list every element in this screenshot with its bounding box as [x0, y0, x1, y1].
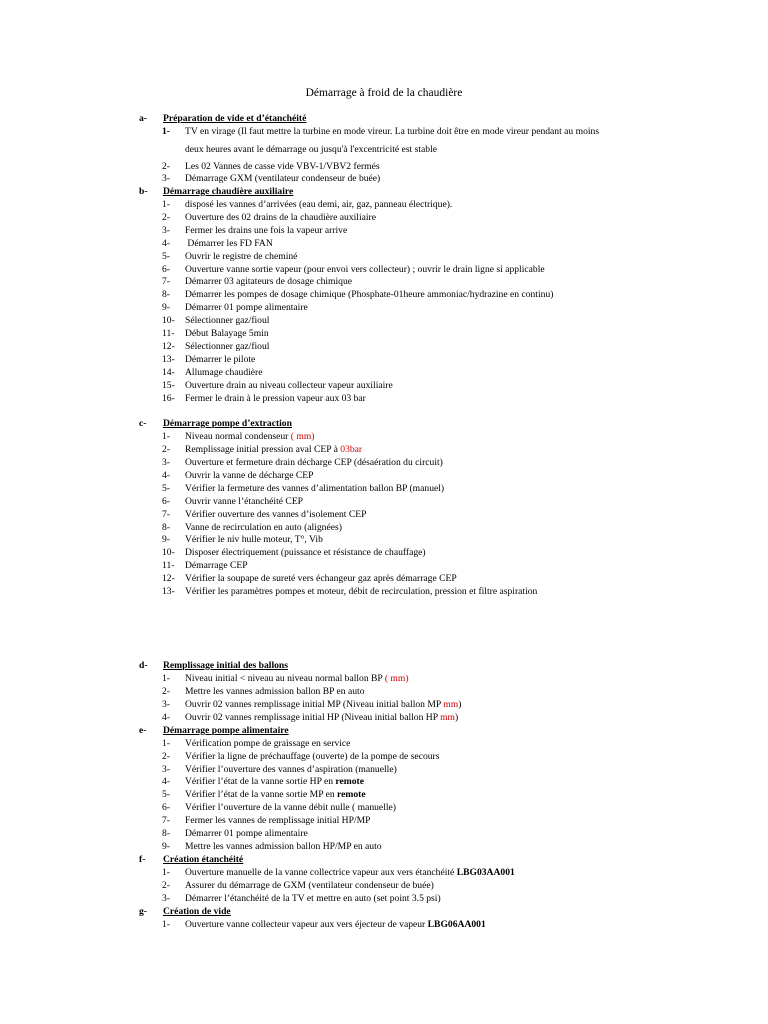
list-item — [162, 161, 380, 174]
item-text: Vérifier ouverture des vannes d’isolement CEP — [185, 508, 367, 520]
item-number: 13- — [162, 353, 175, 365]
list-item — [162, 789, 366, 802]
section-title: Création étanchéité — [163, 854, 244, 865]
item-text: Allumage chaudière — [185, 366, 263, 378]
list-item — [162, 776, 364, 789]
item-number: 1- — [162, 126, 170, 137]
item-number: 4- — [162, 712, 170, 723]
item-text: Vanne de recirculation en auto (alignées) — [185, 521, 342, 533]
section-title: Création de vide — [163, 906, 231, 917]
item-number: 11- — [162, 560, 175, 572]
list-item — [162, 573, 457, 586]
item-text: Niveau initial < niveau au niveau normal ballon BP — [185, 673, 385, 684]
list-item — [162, 238, 273, 251]
list-item — [162, 341, 269, 354]
item-number: 5- — [162, 482, 170, 494]
list-item — [162, 367, 263, 380]
section-letter: b- — [139, 186, 148, 197]
list-item — [162, 289, 553, 302]
item-text: Mettre les vannes admission ballon BP en auto — [185, 686, 365, 697]
list-item — [162, 815, 370, 828]
item-text: Ouverture vanne sortie vapeur (pour envoi vers collecteur) ; ouvrir le drain ligne si applicable — [185, 263, 545, 275]
item-text-end: ) — [455, 712, 459, 723]
list-item — [162, 534, 323, 547]
item-number: 15- — [162, 379, 175, 391]
list-item — [162, 251, 297, 264]
list-item — [162, 264, 545, 277]
list-item — [162, 509, 366, 522]
list-item — [162, 380, 393, 393]
item-number: 12- — [162, 573, 175, 585]
section-letter: g- — [139, 906, 147, 917]
item-number: 2- — [162, 444, 170, 455]
list-item — [162, 841, 382, 854]
item-text: Démarrer 01 pompe alimentaire — [185, 302, 308, 314]
item-bold-value: remote — [335, 776, 365, 787]
item-text: Vérifier la fermeture des vannes d’alimentation ballon BP (manuel) — [185, 482, 445, 494]
item-text: Vérifier l’ouverture des vannes d’aspiration (manuelle) — [185, 763, 397, 775]
item-number: 5- — [162, 789, 170, 800]
item-number: 12- — [162, 340, 175, 352]
item-number: 4- — [162, 237, 170, 249]
item-text: Ouverture vanne collecteur vapeur aux vers éjecteur de vapeur — [185, 919, 428, 930]
item-text: Démarrer les pompes de dosage chimique (Phosphate-01heure ammoniac/hydrazine en continu) — [185, 289, 554, 301]
item-number: 1- — [162, 867, 170, 878]
list-item — [162, 470, 314, 483]
section-d-heading — [139, 660, 288, 673]
list-item — [162, 522, 342, 535]
item-number: 10- — [162, 315, 175, 327]
item-text: Fermer les drains une fois la vapeur arrive — [185, 224, 348, 236]
item-text-end: ) — [458, 699, 462, 710]
list-item — [162, 751, 439, 764]
item-number: 3- — [162, 224, 170, 236]
item-text: Niveau normal condenseur — [185, 431, 291, 442]
item-text: Ouverture des 02 drains de la chaudière auxiliaire — [185, 211, 376, 223]
item-text: Vérifier le niv hulle moteur, T°, Vib — [185, 534, 323, 546]
list-item — [162, 328, 269, 341]
item-text: Vérifier les paramètres pompes et moteur, débit de recirculation, pression et filtre aspiration — [185, 586, 538, 597]
item-number: 4- — [162, 469, 170, 481]
item-number: 9- — [162, 840, 170, 852]
item-text: Démarrer 01 pompe alimentaire — [185, 827, 308, 839]
list-item — [162, 302, 308, 315]
item-text: Ouvrir le registre de cheminé — [185, 250, 298, 262]
item-number: 2- — [162, 211, 170, 223]
item-text: Ouverture manuelle de la vanne collectrice vapeur aux vers étanchéité — [185, 867, 457, 878]
item-number: 3- — [162, 893, 170, 904]
list-item — [162, 444, 362, 457]
item-bold-value: LBG06AA001 — [427, 919, 486, 930]
item-number: 2- — [162, 686, 170, 697]
item-number: 7- — [162, 508, 170, 520]
document-title: Démarrage à froid de la chaudière — [305, 87, 463, 99]
item-text: Vérification pompe de graissage en service — [185, 738, 351, 749]
item-bold-value: LBG03AA001 — [456, 867, 515, 878]
section-f-heading — [139, 854, 243, 867]
list-item — [162, 276, 352, 289]
section-title: Remplissage initial des ballons — [163, 660, 289, 671]
item-text: Ouvrir 02 vannes remplissage initial MP (Niveau initial ballon MP — [185, 699, 444, 710]
list-item — [162, 199, 452, 212]
item-number: 3- — [162, 699, 170, 710]
item-number: 2- — [162, 161, 170, 172]
item-text: Mettre les vannes admission ballon HP/MP en auto — [185, 840, 382, 852]
list-item — [162, 431, 314, 444]
item-text: Démarrer le pilote — [185, 353, 256, 365]
item-number: 13- — [162, 586, 175, 597]
section-c-heading — [139, 418, 292, 431]
item-number: 1- — [162, 673, 170, 684]
item-text: Démarrer 03 agitateurs de dosage chimique — [185, 276, 353, 288]
section-g-heading — [139, 906, 231, 919]
item-number: 10- — [162, 547, 175, 559]
item-text: Démarrage CEP — [185, 560, 248, 572]
item-number: 9- — [162, 534, 170, 546]
section-title: Préparation de vide et d’étanchéité — [163, 113, 307, 124]
item-number: 8- — [162, 289, 170, 301]
list-item — [162, 738, 350, 751]
list-item — [162, 828, 308, 841]
item-text: Disposer électriquement (puissance et résistance de chauffage) — [185, 547, 426, 559]
item-text: Vérifier la ligne de préchauffage (ouverte) de la pompe de secours — [185, 750, 440, 762]
list-item — [162, 483, 444, 496]
item-text: Fermer les vannes de remplissage initial HP/MP — [185, 814, 371, 826]
item-number: 2- — [162, 750, 170, 762]
item-number: 3- — [162, 457, 170, 468]
item-text: Ouverture drain au niveau collecteur vapeur auxiliaire — [185, 379, 393, 391]
item-text: Remplissage initial pression aval CEP à — [185, 444, 341, 455]
item-number: 14- — [162, 366, 175, 378]
item-text: Ouvrir 02 vannes remplissage initial HP (Niveau initial ballon HP — [185, 712, 441, 723]
item-number: 3- — [162, 173, 170, 184]
item-number: 5- — [162, 250, 170, 262]
section-letter: d- — [139, 660, 148, 671]
list-item — [162, 686, 365, 699]
item-text: Vérifier l’ouverture de la vanne débit nulle ( manuelle) — [185, 802, 396, 813]
item-red-value: mm — [440, 712, 456, 723]
list-item — [162, 393, 366, 406]
list-item — [162, 457, 443, 470]
list-item — [162, 919, 486, 932]
item-text: Ouvrir vanne l’étanchéité CEP — [185, 495, 304, 507]
list-item — [162, 173, 380, 186]
item-text: Vérifier l’état de la vanne sortie HP en — [185, 776, 336, 787]
item-text: Démarrage GXM (ventilateur condenseur de buée) — [185, 173, 381, 184]
list-item — [162, 315, 269, 328]
list-item — [162, 764, 397, 777]
section-letter: f- — [139, 854, 146, 865]
list-item — [162, 880, 434, 893]
item-bold-value: remote — [337, 789, 366, 800]
section-e-heading — [139, 725, 289, 738]
list-item — [162, 547, 426, 560]
item-text: Ouverture et fermeture drain décharge CEP (désaération du circuit) — [185, 457, 443, 468]
item-number: 4- — [162, 776, 170, 787]
section-letter: a- — [139, 113, 147, 124]
item-number: 2- — [162, 880, 170, 891]
list-item — [162, 496, 303, 509]
list-item — [162, 802, 396, 815]
list-item — [162, 586, 537, 599]
list-item — [162, 225, 347, 238]
item-number: 1- — [162, 199, 170, 210]
section-a-heading — [139, 113, 306, 126]
item-text: Sélectionner gaz/fioul — [185, 315, 270, 327]
item-number: 16- — [162, 392, 175, 404]
section-letter: c- — [139, 418, 147, 429]
item-number: 8- — [162, 521, 170, 533]
item-text: Sélectionner gaz/fioul — [185, 340, 270, 352]
item-red-value: 03bar — [340, 444, 363, 455]
list-item — [162, 212, 376, 225]
item-number: 7- — [162, 276, 170, 288]
section-letter: e- — [139, 725, 147, 736]
item-text: TV en virage (Il faut mettre la turbine en mode vireur. La turbine doit être en mode vireur pendant au moins — [185, 126, 600, 137]
item-text: Démarrer les FD FAN — [185, 237, 273, 249]
item-number: 9- — [162, 302, 170, 314]
item-number: 7- — [162, 814, 170, 826]
item-text: Fermer le drain à le pression vapeur aux 03 bar — [185, 392, 366, 404]
item-number: 1- — [162, 738, 170, 749]
item-number: 6- — [162, 495, 170, 507]
item-text: Vérifier l’état de la vanne sortie MP en — [185, 789, 338, 800]
section-title: Démarrage pompe alimentaire — [163, 725, 289, 736]
item-number: 1- — [162, 431, 170, 442]
list-item — [162, 712, 458, 725]
section-title: Démarrage pompe d’extraction — [163, 418, 292, 429]
item-text: Assurer du démarrage de GXM (ventilateur condenseur de buée) — [185, 880, 434, 891]
list-item — [162, 560, 248, 573]
section-title: Démarrage chaudière auxiliaire — [163, 186, 294, 197]
item-number: 8- — [162, 827, 170, 839]
item-text: Démarrer l’étanchéité de la TV et mettre en auto (set point 3.5 psi) — [185, 893, 441, 904]
item-red-value: ( mm) — [384, 673, 409, 684]
item-red-value: ( mm) — [290, 431, 315, 442]
item-number: 6- — [162, 263, 170, 275]
item-number: 11- — [162, 328, 175, 339]
list-item — [162, 673, 409, 686]
item-number: 3- — [162, 763, 170, 775]
list-item — [162, 126, 599, 139]
item-text: Vérifier la soupape de sureté vers échangeur gaz après démarrage CEP — [185, 573, 457, 585]
item-text: Début Balayage 5min — [185, 328, 269, 339]
list-item — [162, 867, 515, 880]
item-text: Les 02 Vannes de casse vide VBV-1/VBV2 fermés — [185, 161, 380, 172]
item-red-value: mm — [443, 699, 459, 710]
list-item-continuation: deux heures avant le démarrage ou jusqu'à l'excentricité est stable — [185, 144, 437, 155]
list-item — [162, 699, 461, 712]
item-text: Ouvrir la vanne de décharge CEP — [185, 469, 314, 481]
item-number: 1- — [162, 919, 170, 930]
list-item — [162, 893, 441, 906]
list-item — [162, 354, 255, 367]
item-text: disposé les vannes d’arrivées (eau demi, air, gaz, panneau électrique). — [185, 199, 453, 210]
item-number: 6- — [162, 802, 170, 813]
section-b-heading — [139, 186, 293, 199]
